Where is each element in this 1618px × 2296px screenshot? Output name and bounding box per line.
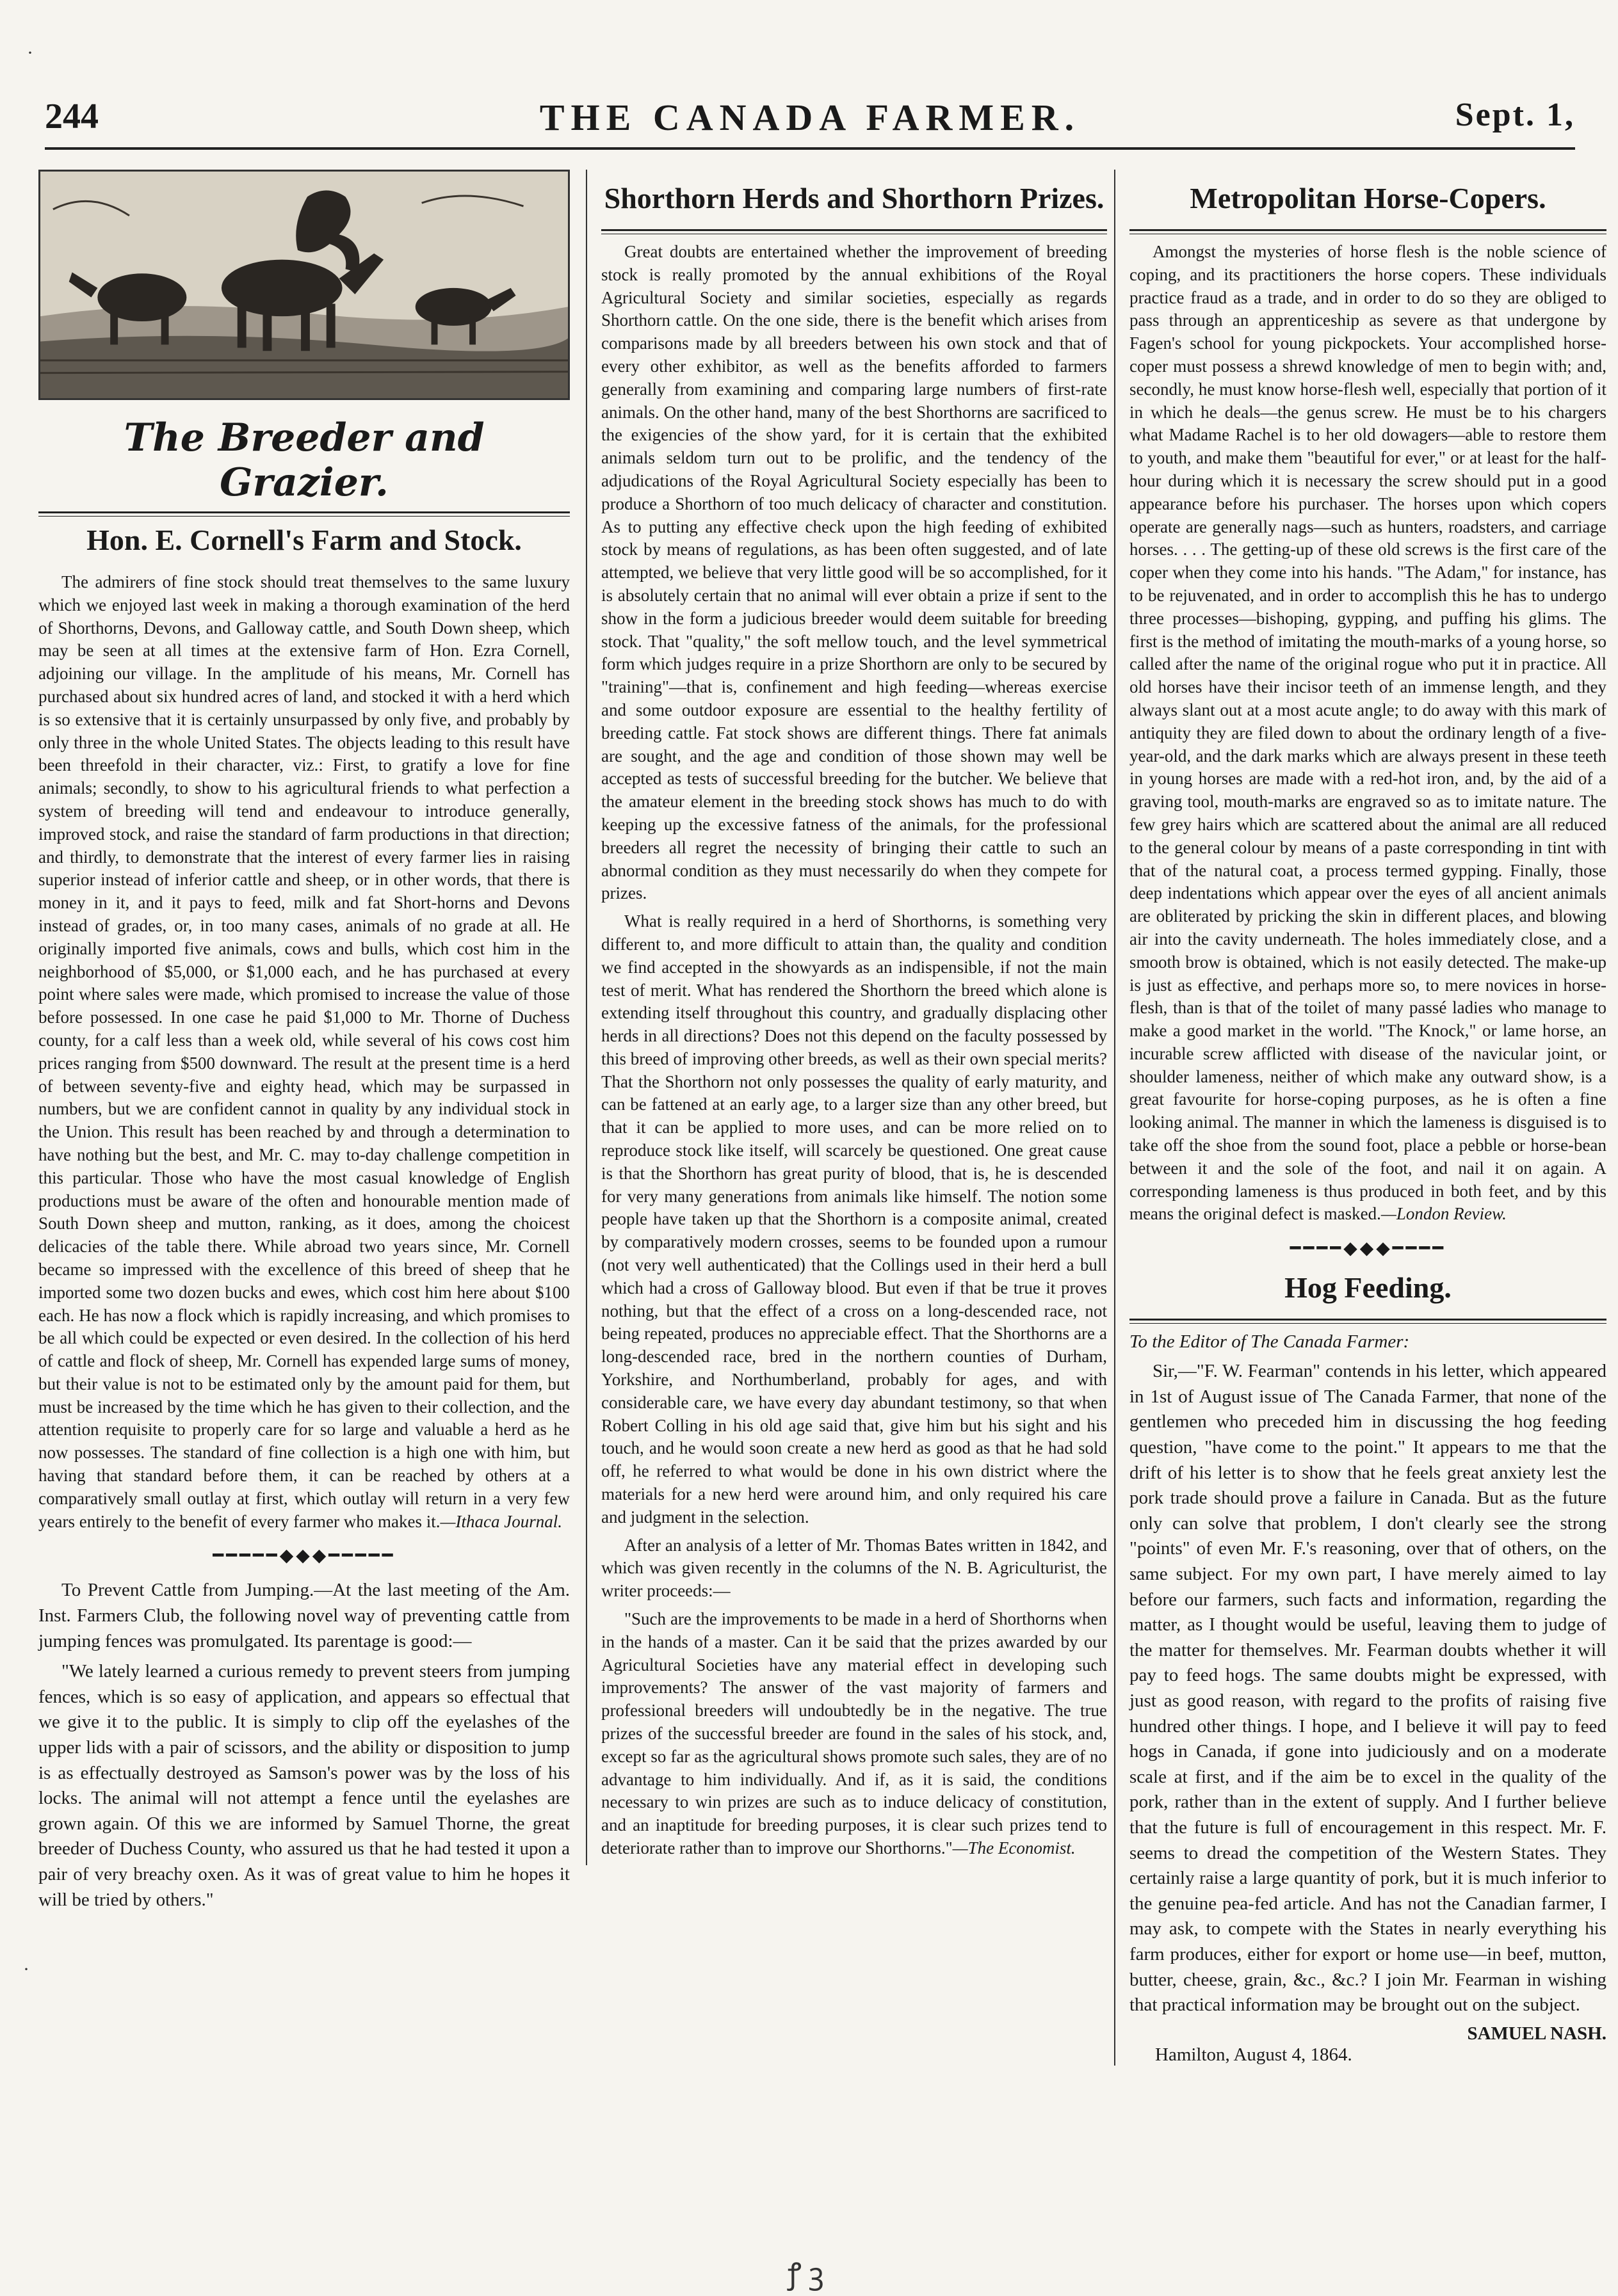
article-paragraph: "We lately learned a curious remedy to prevent steers from jumping fences, which is so easy of application, and appears so effectual that we give it to the public. It is simply to clip off the eyelashes of the upper lids with a pair of scissors, and the ability or disposition to jump is as effectually destroyed as Samson's power was by the loss of his locks. The animal will not attempt a fence until the eyelashes are grown again. Of this we are informed by Samuel Thorne, the great breeder of Duchess County, who assured us that he had tested it upon a pair of very breachy oxen. As it was of great value to him he hopes it will be tried by others." (38, 1661, 570, 1910)
article-paragraph: To Prevent Cattle from Jumping.—At the last meeting of the Am. Inst. Farmers Club, the following novel way of preventing cattle from jumping fences was promulgated. Its parentage is good:— (38, 1580, 570, 1651)
attribution: —The Economist. (952, 1838, 1076, 1858)
letter-dateline: Hamilton, August 4, 1864. (1155, 2044, 1352, 2065)
article-heading: Shorthorn Herds and Shorthorn Prizes. (604, 182, 1104, 214)
issue-date: Sept. 1, (1455, 97, 1575, 133)
divider (1129, 1319, 1606, 1324)
divider (601, 229, 1107, 234)
masthead (45, 96, 1575, 150)
page-number: 244 (45, 97, 99, 136)
divider (1129, 229, 1606, 234)
farm-scene-engraving (38, 170, 570, 400)
article-paragraph: After an analysis of a letter of Mr. Thomas Bates written in 1842, and which was given recently in the columns of the N. B. Agriculturist, the writer proceeds:— (601, 1535, 1107, 1601)
letter-signature: SAMUEL NASH. (1467, 2023, 1606, 2044)
article-paragraph: Amongst the mysteries of horse flesh is the noble science of coping, and its practitioners the horse copers. These individuals practice fraud as a trade, and in order to do so they are obliged to pass through an apprenticeship as severe as that undergone by Fagen's school for young pickpockets. Your accomplished horse-coper must possess a shrewd knowledge of men to begin with; and, secondly, he must know horse-flesh well, especially that portion of it in which he deals—the genus screw. He must be to his chargers what Madame Rachel is to her old dowagers—able to restore them to youth, and make them "beautiful for ever," or at least for the half-hour during which it is necessary the screw should put in a good appearance before his purchaser. The horses upon which copers operate are generally nags—such as hunters, roadsters, and carriage horses. . . . The getting-up of these old screws is the first care of the coper when they come into his hands. "The Adam," for instance, has to be rejuvenated, and in order to accomplish this he has to undergo three processes—bishoping, gypping, and puffing his glims. The first is the method of imitating the mouth-marks of a young horse, so called after the name of the original rogue who put it in practice. All old horses have their incisor teeth of an immense length, and they always slant out at a most acute angle; to do away with this mark of antiquity they are filed down to about the ordinary length of a five-year-old, and the dark marks which are always present in these teeth in young horses are made with a red-hot iron, and, by the aid of a graving tool, mouth-marks are engraved so as to imitate nature. The few grey hairs which are scattered about the animal are all reduced to the general colour by means of a paste corresponding in tint with that of the natural coat, a process termed gypping. Finally, those deep indentations which appear over the eyes of all ancient animals are obliterated by pricking the skin in different places, and blowing air into the cavity underneath. The holes immediately close, and a smooth brow is obtained, which is not easily detected. The make-up is just as effective, and perhaps more so, to mere novices in horse-flesh, than is that of the toilet of many passé ladies who manage to make a good market in the world. "The Knock," or lame horse, an incurable screw afflicted with disease of the navicular joint, or shoulder lameness, neither of which make any outward show, is a great favourite for horse-coping purposes, as he is often a fine looking animal. The manner in which the lameness is disguised is to take off the shoe from the sound foot, place a pebble or horse-bean between it and the sole of the foot, and nail it on again. A corresponding lameness is thus produced in both feet, and by this means the original defect is masked.—London Review. (1129, 242, 1606, 1224)
article-heading: Hon. E. Cornell's Farm and Stock. (86, 524, 522, 556)
section-banner: The Breeder and Grazier. (124, 415, 485, 505)
article-paragraph: Sir,—"F. W. Fearman" contends in his letter, which appeared in 1st of August issue of The Canada Farmer, that none of the gentlemen who preceded him in discussing the hog feeding question, "have come to the point." It appears to me that the drift of his letter is to show that he feels great anxiety lest the pork trade should prove a failure in Canada. But as the future only can solve that problem, I don't clearly see the strong "points" of even Mr. F.'s reasoning, over that of others, on the same subject. For my own part, I have merely aimed to lay before our farmers, such facts and information, regarding the matter, as I thought would be useful, leaving them to judge of the matter for themselves. Mr. Fearman doubts whether it will pay to feed hogs. The same doubts might be expressed, with just as good reason, with regard to the profits of raising five hundred other things. I hope, and I believe it will pay to feed hogs in Canada, if gone into judiciously and on a moderate scale at first, and if the aim be to excel in the quality of the pork, rather than in the extent of supply. And I further believe that the future is full of encouragement in this respect. Mr. F. seems to dread the competition of the Western States. They certainly raise a large quantity of pork, but it is much inferior to the genuine pea-fed article. And has not the Canadian farmer, I may ask, to compete with the States in nearly everything his farm produces, either for export or home use—in beef, mutton, butter, cheese, grain, &c., &c.? I join Mr. Fearman in wishing that practical information may be brought out on the subject. (1129, 1361, 1606, 2016)
letter-salutation: To the Editor of The Canada Farmer: (1129, 1331, 1410, 1353)
scan-speck: · (23, 1959, 29, 1980)
newspaper-title: THE CANADA FARMER. (539, 97, 1081, 138)
attribution: —London Review. (1380, 1204, 1507, 1224)
divider (38, 511, 570, 517)
footer-ornament: ꝭ ꝫ (788, 2258, 824, 2290)
column-1 (38, 170, 570, 1918)
column-2 (586, 170, 1107, 1865)
column-3 (1114, 170, 1606, 2066)
farm-scene-icon (40, 172, 568, 398)
article-paragraph: "Such are the improvements to be made in a herd of Shorthorns when in the hands of a master. Can it be said that the prizes awarded by our Agricultural Societies have any material effect in developing such improvements? The answer of the vast majority of farmers and professional breeders will undoubtedly be in the negative. The true prizes of the successful breeder are found in the sales of his stock, and, except so far as the agricultural shows promote such sales, they are of no advantage to him individually. And if, as it is said, the conditions necessary to win prizes are such as to induce delicacy of constitution, and an inaptitude for breeding purposes, it is clear such prizes tend to deteriorate rather than to improve our Shorthorns."—The Economist. (601, 1609, 1107, 1858)
article-heading: Hog Feeding. (1284, 1271, 1452, 1305)
divider-ornament: ━━━━━◆◆◆━━━━━ (213, 1546, 396, 1566)
attribution: —Ithaca Journal. (440, 1511, 562, 1531)
article-heading: Metropolitan Horse-Copers. (1190, 182, 1546, 214)
article-paragraph: Great doubts are entertained whether the improvement of breeding stock is really promoted by the annual exhibitions of the Royal Agricultural Society and similar societies, especially as regards Shorthorn cattle. On the one side, there is the benefit which arises from comparisons made by all breeders between his own stock and that of every other exhibitor, as well as the benefits afforded to farmers generally from examining and comparing large numbers of first-rate animals. On the other hand, many of the best Shorthorns are sacrificed to the exigencies of the show yard, for it is certain that the exhibited animals seldom turn out to be prolific, and the tendency of the adjudications of the Royal Agricultural Society especially has been to produce a Shorthorn of too much delicacy of character and constitution. As to putting any effective check upon the high feeding of exhibited stock by means of regulations, as has been often suggested, and of late attempted, we believe that very little good will be so accomplished, for it is absolutely certain that no animal will ever obtain a prize if sent to the show in the form a judicious breeder would deem suitable for breeding stock. That "quality," the soft mellow touch, and the level symmetrical form which judges require in a prize Shorthorn are only to be secured by "training"—that is, confinement and high feeding—whereas exercise and some outdoor exposure are essential to the healthy fertility of breeding cattle. Fat stock shows are different things. There fat animals are sought, and the age and condition of those shown may well be accepted as tests of successful breeding for the butcher. We believe that the amateur element in the breeding stock shows has much to do with keeping up the excessive fatness of the animals, for the professional breeders all regret the necessity of bringing their cattle to such an abnormal condition as they must necessarily do when they compete for prizes. (601, 242, 1107, 903)
divider-ornament: ━━━━◆◆◆━━━━ (1290, 1239, 1446, 1259)
article-paragraph: The admirers of fine stock should treat themselves to the same luxury which we enjoyed last week in making a thorough examination of the herd of Shorthorns, Devons, and Galloway cattle, and South Down sheep, which may be seen at all times at the extensive farm of Hon. Ezra Cornell, adjoining our village. In the amplitude of his means, Mr. Cornell has purchased about six hundred acres of land, and stocked it with a herd which is so extensive that it is certainly unsurpassed by only five, and probably by only three in the whole United States. The objects leading to this result have been threefold in their character, viz.: First, to gratify a love for fine animals; secondly, to show to his agricultural friends to what perfection a system of breeding will tend and endeavour to introduce generally, improved stock, and raise the standard of farm productions in that direction; and thirdly, to demonstrate that the interest of every farmer lies in raising superior instead of inferior cattle and sheep, or in other words, that there is money in it, and it pays to feed, milk and fat Short-horns and Devons instead of grades, or, in too many cases, animals of no grade at all. He originally imported five animals, cows and bulls, which cost him in the neighborhood of $5,000, or $1,000 each, and he has purchased at every point where sales were made, which promised to increase the value of those before possessed. In one case he paid $1,000 to Mr. Thorne of Duchess county, for a calf less than a week old, while several of his cows cost him prices ranging from $500 downward. The result at the present time is a herd of between seventy-five and eighty head, which may be surpassed in numbers, but we are confident cannot in quality by any individual stock in the Union. This result has been reached by and through a determination to have nothing but the best, and Mr. C. may to-day challenge competition in this particular. Those who have the most casual knowledge of English productions must be aware of the often and honourable mention made of South Down sheep and mutton, ranking, as it does, among the choicest delicacies of the table there. While abroad two years since, Mr. Cornell became so impressed with the excellence of this breed of sheep that he imported some two dozen bucks and ewes, which cost him here about $100 each. He has now a flock which is rapidly increasing, and which promises to be all which could be expected or even desired. In the collection of his herd of cattle and flock of sheep, Mr. Cornell has expended large sums of money, but their value is not to be estimated only by the amount paid for them, but must be increased by the time which he has given to their collection, and the attention requisite to properly care for so large and valuable a herd as he now possesses. The standard of fine collection is a high one with him, but having that standard before them, it can be reached by others at a comparatively small outlay at first, which outlay will return in a very few years entirely to the benefit of every farmer who makes it.—Ithaca Journal. (38, 572, 570, 1531)
scan-speck: · (27, 42, 33, 63)
article-paragraph: What is really required in a herd of Shorthorns, is something very different to, and more difficult to attain than, the quality and condition we find accepted in the showyards as an indispensible, if not the main test of merit. What has rendered the Shorthorn the breed which alone is extending itself throughout this country, and gradually displacing other herds in all directions? Does not this depend on the faculty possessed by this breed of improving other breeds, as well as their own special merits? That the Shorthorn not only possesses the quality of early maturity, and can be fattened at an early age, to a larger size than any other breed, but that it can be applied to more uses, and can be more relied on to reproduce stock like itself, will scarcely be questioned. One great cause is that the Shorthorn has great purity of blood, that is, he is descended for very many generations from animals like himself. The notion some people have taken up that the Shorthorn is a composite animal, created by comparatively modern crosses, seems to be founded upon a rumour (not very well authenticated) that the Collings used in their herd a bull which had a cross of Galloway blood. But even if that be true it proves nothing, but that the effect of a cross on a long-descended race, not being repeated, produces no appreciable effect. That the Shorthorns are a long-descended race, bred in the northern counties of Durham, Yorkshire, and Northumberland, probably for ages, and with considerable care, we have every day abundant testimony, so that when Robert Colling in his old age said that, give him but his sight and his touch, and he would soon create a new herd as good as that he had sold off, he referred to what would be done in his own district where the materials for a new herd were around him, and only required his care and judgment in the selection. (601, 911, 1107, 1527)
